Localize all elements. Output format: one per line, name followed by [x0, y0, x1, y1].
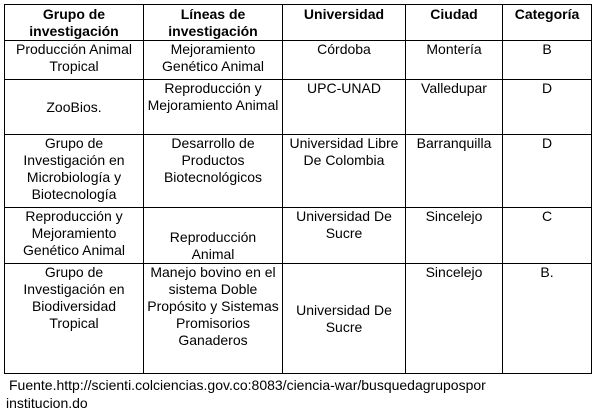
cell-lineas: Mejoramiento Genético Animal [144, 41, 283, 80]
cell-categoria: D [503, 80, 592, 135]
header-universidad: Universidad [283, 5, 406, 41]
cell-categoria: B [503, 41, 592, 80]
cell-universidad [283, 264, 406, 374]
cell-grupo: Grupo de Investigación en Microbiología y Biotecnología [5, 135, 144, 208]
cell-ciudad: Montería [406, 41, 503, 80]
cell-universidad: Universidad Libre De Colombia [283, 135, 406, 208]
cell-grupo: Reproducción y Mejoramiento Genético Animal [5, 208, 144, 264]
cell-universidad: Universidad De Sucre [283, 208, 406, 264]
cell-lineas: Desarrollo de Productos Biotecnológicos [144, 135, 283, 208]
header-grupo: Grupo de investigación [5, 5, 144, 41]
header-categoria: Categoría [503, 5, 592, 41]
table-row [5, 264, 592, 374]
table-row [5, 80, 592, 135]
cell-categoria: D [503, 135, 592, 208]
cell-grupo [5, 80, 144, 135]
cell-text: ZooBios. [46, 98, 102, 115]
source-citation [6, 376, 486, 412]
cell-ciudad: Barranquilla [406, 135, 503, 208]
cell-text: Reproducción Animal [169, 229, 257, 262]
cell-lineas [144, 208, 283, 264]
table-row [5, 41, 592, 80]
cell-lineas: Reproducción y Mejoramiento Animal [144, 80, 283, 135]
header-lineas: Líneas de investigación [144, 5, 283, 41]
cell-grupo: Grupo de Investigación en Biodiversidad Tropical [5, 264, 144, 374]
cell-categoria: B. [503, 264, 592, 374]
table-header-row [5, 5, 592, 41]
source-line-2: institucion.do [6, 395, 88, 411]
table-row [5, 208, 592, 264]
research-groups-table [4, 4, 592, 374]
cell-ciudad: Valledupar [406, 80, 503, 135]
cell-universidad: Córdoba [283, 41, 406, 80]
cell-categoria: C [503, 208, 592, 264]
cell-text: Universidad De Sucre [296, 301, 392, 335]
cell-universidad: UPC-UNAD [283, 80, 406, 135]
header-ciudad: Ciudad [406, 5, 503, 41]
cell-lineas: Manejo bovino en el sistema Doble Propósito y Sistemas Promisorios Ganaderos [144, 264, 283, 374]
table-row [5, 135, 592, 208]
cell-ciudad: Sincelejo [406, 264, 503, 374]
source-line-1: Fuente.http://scienti.colciencias.gov.co:8083/ciencia-war/busquedagrupospor [9, 377, 486, 393]
cell-grupo: Producción Animal Tropical [5, 41, 144, 80]
cell-ciudad: Sincelejo [406, 208, 503, 264]
